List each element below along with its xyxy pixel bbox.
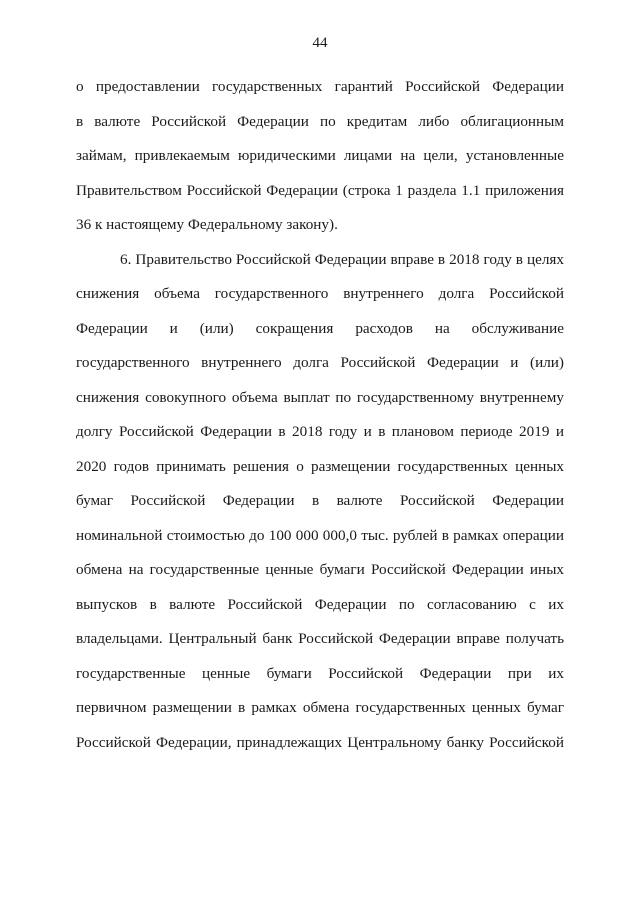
text-line: займам, привлекаемым юридическими лицами на цели, установленные [76, 147, 564, 164]
page-number: 44 [312, 35, 328, 51]
document-body [76, 70, 564, 760]
text-line: снижения объема государственного внутреннего долга Российской [76, 285, 564, 302]
text-line: государственного внутреннего долга Российской Федерации и (или) [76, 354, 564, 371]
text-line: 2020 годов принимать решения о размещении государственных ценных [76, 457, 564, 475]
text-line: выпусков в валюте Российской Федерации по согласованию с их [76, 595, 564, 613]
text-line: долгу Российской Федерации в 2018 году и в плановом периоде 2019 и [76, 423, 564, 440]
paragraph-end-line: 36 к настоящему Федеральному закону). [76, 216, 338, 233]
text-line: владельцами. Центральный банк Российской Федерации вправе получать [76, 630, 564, 647]
text-line: бумаг Российской Федерации в валюте Российской Федерации [76, 492, 564, 509]
text-line: Федерации и (или) сокращения расходов на обслуживание [76, 319, 564, 337]
text-line: о предоставлении государственных гарантий Российской Федерации [76, 78, 564, 95]
text-line: обмена на государственные ценные бумаги Российской Федерации иных [76, 561, 564, 578]
text-line: Российской Федерации, принадлежащих Центральному банку Российской [76, 733, 564, 751]
text-line: в валюте Российской Федерации по кредитам либо облигационным [76, 112, 564, 130]
text-line: номинальной стоимостью до 100 000 000,0 тыс. рублей в рамках операции [76, 526, 564, 544]
text-line: первичном размещении в рамках обмена государственных ценных бумаг [76, 699, 564, 716]
text-line: Правительством Российской Федерации (строка 1 раздела 1.1 приложения [76, 181, 564, 199]
text-line: государственные ценные бумаги Российской Федерации при их [76, 664, 564, 682]
paragraph-first-line: 6. Правительство Российской Федерации вправе в 2018 году в целях [120, 250, 564, 268]
text-line: снижения совокупного объема выплат по государственному внутреннему [76, 388, 564, 406]
